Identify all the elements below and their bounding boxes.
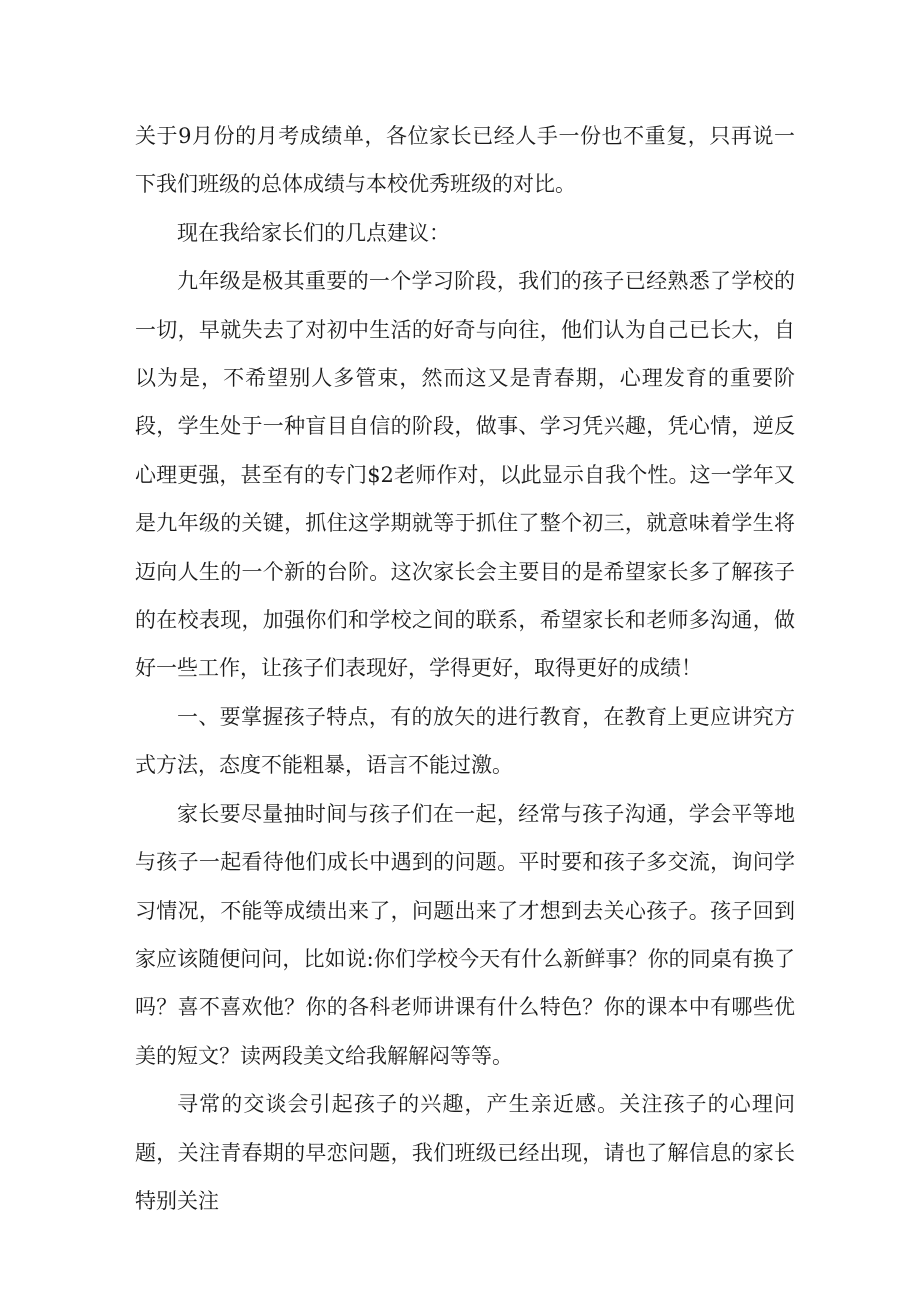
paragraph-psychology: 寻常的交谈会引起孩子的兴趣，产生亲近感。关注孩子的心理问题，关注青春期的早恋问题，我们班级已经出现，请也了解信息的家长特别关注: [135, 1092, 795, 1213]
paragraph-grade-nine: 九年级是极其重要的一个学习阶段，我们的孩子已经熟悉了学校的一切，早就失去了对初中生活的好奇与向往，他们认为自己已长大，自以为是，不希望别人多管束，然而这又是青春期，心理发育的重要阶段，学生处于一种盲目自信的阶段，做事、学习凭兴趣，凭心情，逆反心理更强，甚至有的专门$2老师作对，以此显示自我个性。这一学年又是九年级的关键，抓住这学期就等于抓住了整个初三，就意味着学生将迈向人生的一个新的台阶。这次家长会主要目的是希望家长多了解孩子的在校表现，加强你们和学校之间的联系，希望家长和老师多沟通，做好一些工作，让孩子们表现好，学得更好，取得更好的成绩！: [135, 269, 795, 681]
paragraph-communication: 家长要尽量抽时间与孩子们在一起，经常与孩子沟通，学会平等地与孩子一起看待他们成长中遇到的问题。平时要和孩子多交流，询问学习情况，不能等成绩出来了，问题出来了才想到去关心孩子。孩子回到家应该随便问问，比如说:你们学校今天有什么新鲜事？你的同桌有换了吗？喜不喜欢他？你的各科老师讲课有什么特色？你的课本中有哪些优美的短文？读两段美文给我解解闷等等。: [135, 801, 795, 1068]
paragraph-suggestions-intro: 现在我给家长们的几点建议：: [177, 220, 450, 245]
document-body: [135, 112, 795, 1225]
paragraph-exam-results: 关于9月份的月考成绩单，各位家长已经人手一份也不重复，只再说一下我们班级的总体成绩与本校优秀班级的对比。: [135, 124, 795, 197]
paragraph-point-one: 一、要掌握孩子特点，有的放矢的进行教育，在教育上更应讲究方式方法，态度不能粗暴，语言不能过激。: [135, 704, 795, 778]
